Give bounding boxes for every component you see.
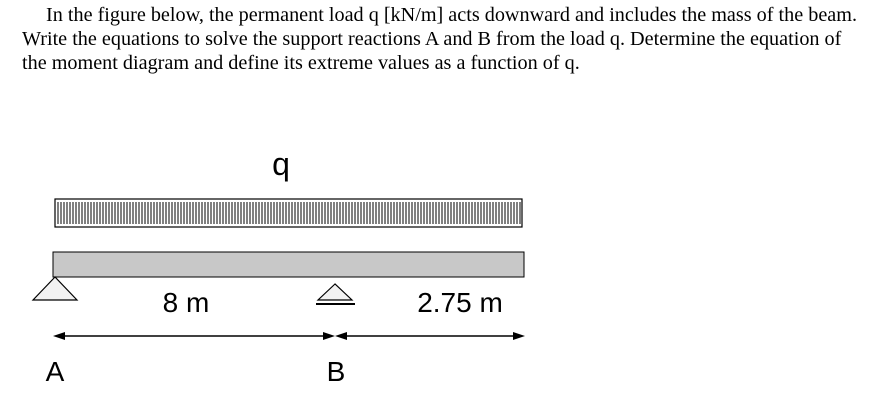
span-right-label: 2.75 m (417, 287, 503, 318)
problem-statement: In the figure below, the permanent load q [kN/m] acts downward and includes the mass of the beam. Write the equations to solve the support reactions A and B from the load q. Determine the equation of the moment diagram and define its extreme values as a function of q. (22, 4, 857, 74)
dimension-arrow-left-end (323, 332, 335, 340)
span-left-label: 8 m (162, 287, 210, 318)
dimension-arrow-left-start (53, 332, 65, 340)
support-a-triangle (33, 277, 77, 300)
load-label: q (272, 146, 290, 182)
support-a-label: A (45, 356, 65, 387)
dimension-arrow-right-end (513, 332, 525, 340)
load-hatch (58, 202, 520, 224)
support-b-label: B (326, 356, 346, 387)
support-b-triangle (318, 284, 352, 300)
beam (53, 252, 524, 277)
dimension-arrow-right-start (335, 332, 347, 340)
